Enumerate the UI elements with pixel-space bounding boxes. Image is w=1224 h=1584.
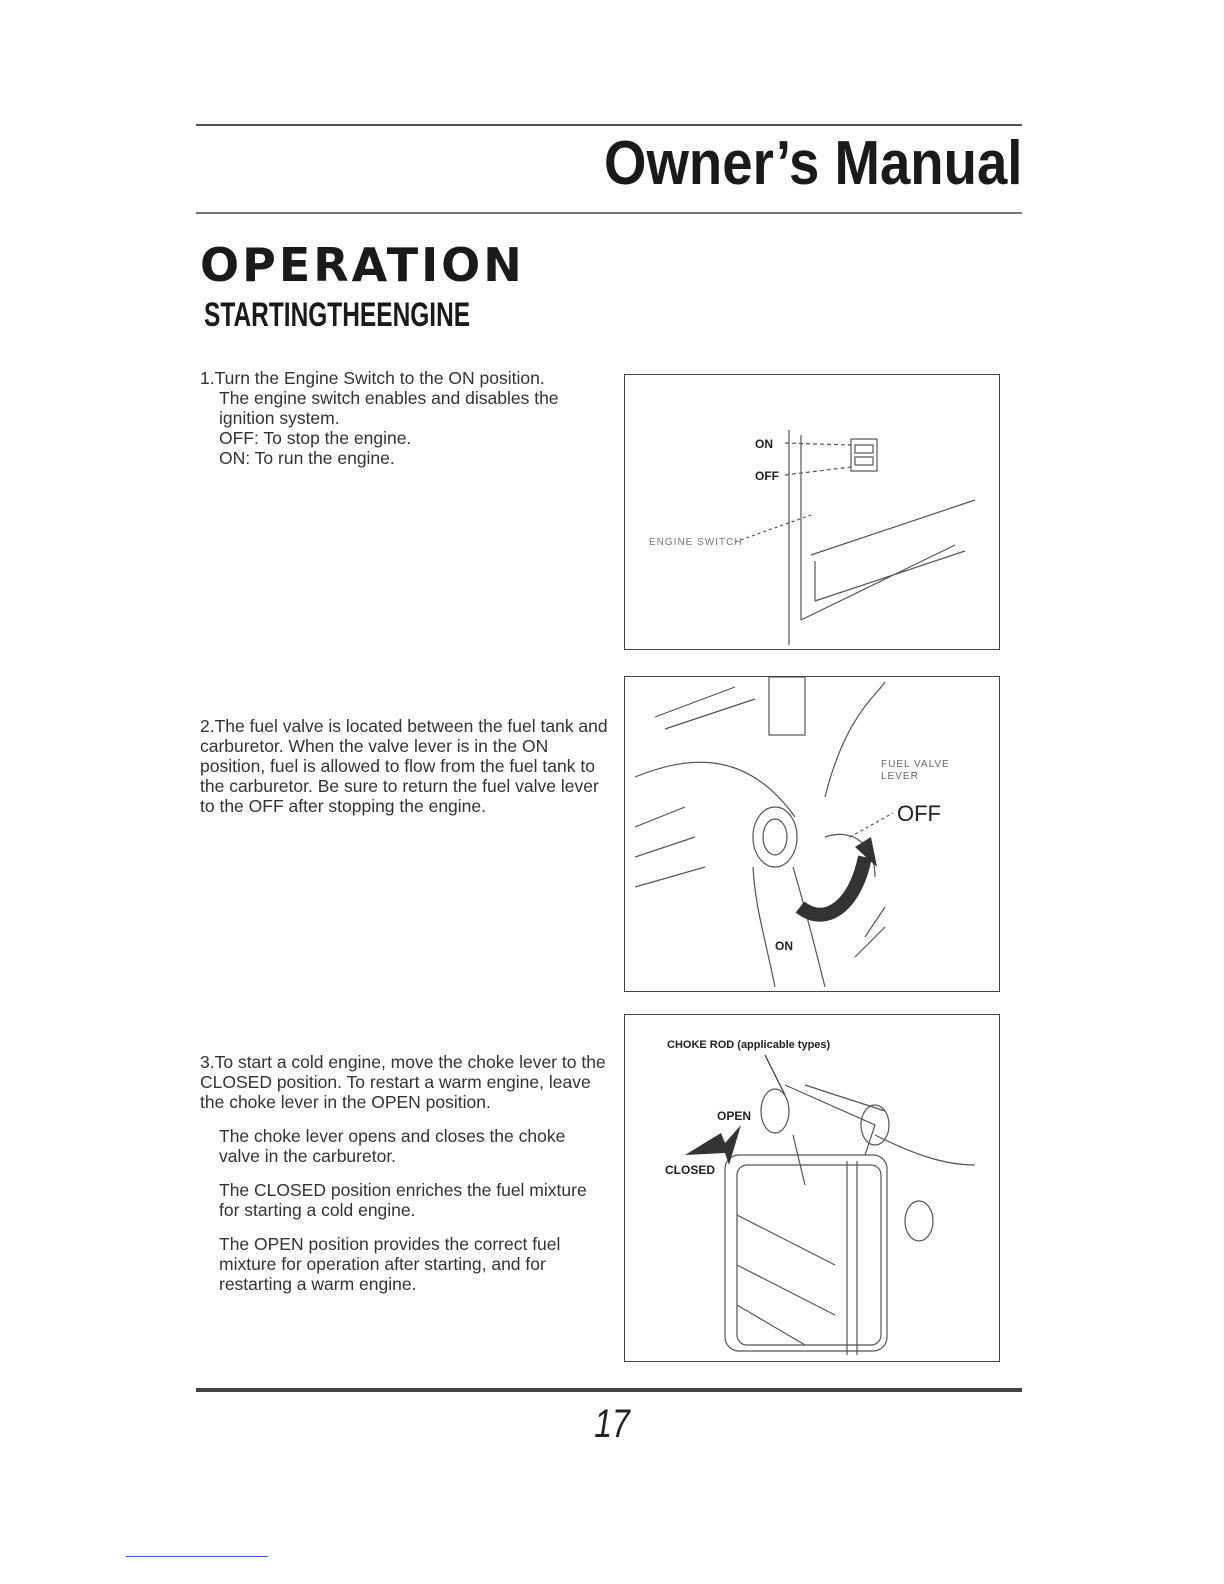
step-3-line: The CLOSED position enriches the fuel mixture for starting a cold engine. xyxy=(219,1180,587,1220)
choke-figure xyxy=(624,1014,1000,1362)
engine-switch-figure xyxy=(624,374,1000,650)
choke-closed-label: CLOSED xyxy=(665,1163,716,1177)
header-rule-top xyxy=(196,124,1022,126)
step-1-line: The engine switch enables and disables the ignition system. xyxy=(219,388,559,428)
step-2-line: 2.The fuel valve is located between the fuel tank and carburetor. When the valve lever is in the ON position, fuel is allowed to flow from the fuel tank to the carburetor. Be sure to return the fuel valve lever to the OFF after stopping the engine. xyxy=(200,716,608,816)
section-subtitle: STARTINGTHEENGINE xyxy=(204,296,471,334)
fuel-valve-figure xyxy=(624,676,1000,992)
step-3-text xyxy=(200,1052,610,1294)
step-2-text xyxy=(200,716,610,816)
step-3-line: 3.To start a cold engine, move the choke lever to the CLOSED position. To restart a warm engine, leave the choke lever in the OPEN position. xyxy=(200,1052,606,1112)
fuel-valve-lever-label: FUEL VALVE LEVER xyxy=(881,759,950,782)
choke-open-label: OPEN xyxy=(717,1109,752,1123)
manual-title: Owner’s Manual xyxy=(603,129,1022,198)
fuel-valve-on-label: ON xyxy=(775,939,793,953)
switch-off-label: OFF xyxy=(755,469,779,483)
step-1-line: 1.Turn the Engine Switch to the ON position. xyxy=(200,368,545,388)
page-number: 17 xyxy=(594,1402,630,1446)
step-1-line: ON: To run the engine. xyxy=(219,448,395,468)
footer-rule xyxy=(196,1388,1022,1392)
fuel-valve-illustration xyxy=(625,677,999,991)
step-3-line: The choke lever opens and closes the choke valve in the carburetor. xyxy=(219,1126,566,1166)
step-1-text xyxy=(200,368,610,468)
switch-on-label: ON xyxy=(755,437,773,451)
engine-switch-illustration xyxy=(625,375,999,649)
header-rule-bottom xyxy=(196,212,1022,214)
engine-switch-label: ENGINE SWITCH xyxy=(649,537,743,548)
choke-rod-label: CHOKE ROD (applicable types) xyxy=(667,1039,831,1051)
step-3-line: The OPEN position provides the correct fuel mixture for operation after starting, and for restarting a warm engine. xyxy=(219,1234,561,1294)
step-1-line: OFF: To stop the engine. xyxy=(219,428,412,448)
choke-illustration xyxy=(625,1015,999,1361)
fuel-valve-off-label: OFF xyxy=(897,801,941,826)
footer-line xyxy=(126,1556,268,1557)
section-title: OPERATION xyxy=(200,238,525,292)
